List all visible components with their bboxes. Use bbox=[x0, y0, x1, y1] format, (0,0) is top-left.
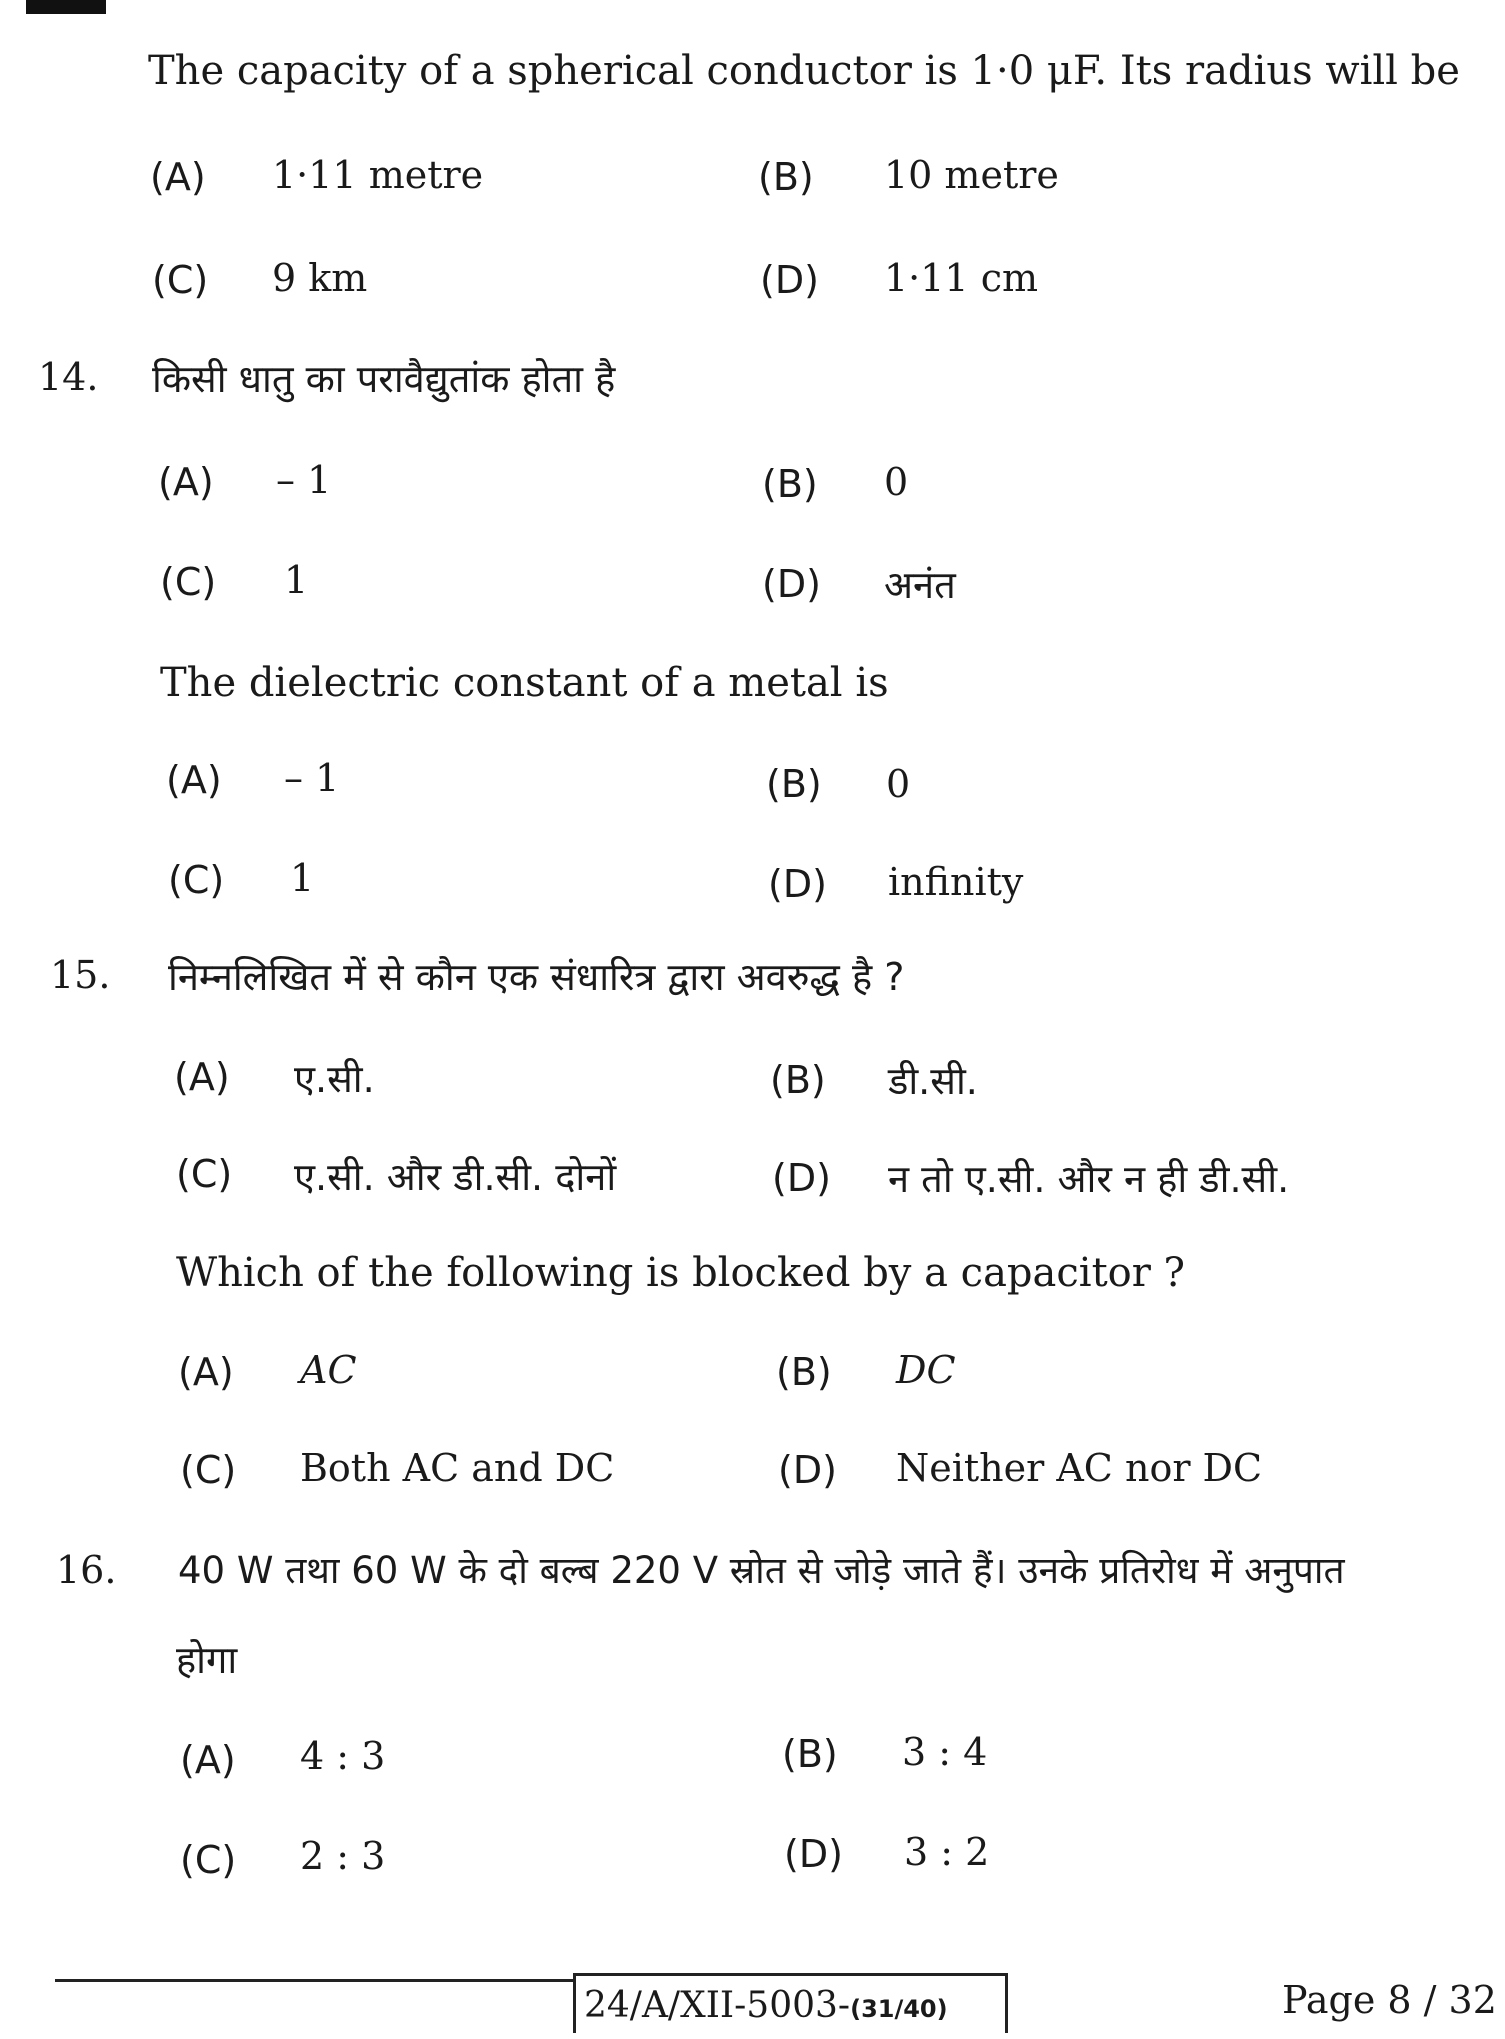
q16-hindi-question-line1: 40 W तथा 60 W के दो बल्ब 220 V स्रोत से जोड़े जाते हैं। उनके प्रतिरोध में अनुपात bbox=[178, 1549, 1345, 1592]
q15-hindi-option-d: न तो ए.सी. और न ही डी.सी. bbox=[888, 1157, 1290, 1201]
q14-hindi-option-d: अनंत bbox=[884, 563, 956, 607]
q14-hindi-option-d-label: (D) bbox=[762, 562, 821, 606]
q15-number: 15. bbox=[50, 953, 111, 997]
q14-hindi-question: किसी धातु का परावैद्युतांक होता है bbox=[152, 357, 616, 401]
q16-option-a-label: (A) bbox=[180, 1738, 236, 1782]
page-corner-mark bbox=[26, 0, 106, 14]
q16-hindi-question-line2: होगा bbox=[176, 1638, 238, 1682]
q13-option-c-label: (C) bbox=[152, 258, 209, 302]
q15-hindi-option-b: डी.सी. bbox=[888, 1059, 978, 1103]
q13-option-a: 1·11 metre bbox=[272, 153, 484, 197]
q15-hindi-option-c-label: (C) bbox=[176, 1152, 233, 1196]
q14-hindi-option-a-label: (A) bbox=[158, 460, 214, 504]
q15-option-d: Neither AC nor DC bbox=[896, 1446, 1263, 1490]
q14-number: 14. bbox=[38, 355, 99, 399]
q13-option-d-label: (D) bbox=[760, 258, 819, 302]
q15-hindi-option-c: ए.सी. और डी.सी. दोनों bbox=[294, 1155, 617, 1199]
q15-english-question: Which of the following is blocked by a capacitor ? bbox=[176, 1250, 1186, 1296]
q13-option-a-label: (A) bbox=[150, 155, 206, 199]
q13-option-d: 1·11 cm bbox=[884, 256, 1039, 300]
q14-hindi-option-b-label: (B) bbox=[762, 462, 818, 506]
q16-option-c: 2 : 3 bbox=[300, 1834, 386, 1878]
q16-option-c-label: (C) bbox=[180, 1838, 237, 1882]
q14-option-c-label: (C) bbox=[168, 858, 225, 902]
q14-option-d: infinity bbox=[888, 860, 1024, 904]
q14-option-a-label: (A) bbox=[166, 758, 222, 802]
q14-english-question: The dielectric constant of a metal is bbox=[160, 660, 889, 706]
q15-option-d-label: (D) bbox=[778, 1448, 837, 1492]
q15-hindi-option-b-label: (B) bbox=[770, 1058, 826, 1102]
q14-option-c: 1 bbox=[290, 856, 315, 900]
q13-option-c: 9 km bbox=[272, 256, 368, 300]
q15-hindi-option-a: ए.सी. bbox=[294, 1057, 375, 1101]
q14-hindi-option-c-label: (C) bbox=[160, 560, 217, 604]
footer-code-box bbox=[573, 1973, 1008, 2033]
q15-option-c-label: (C) bbox=[180, 1448, 237, 1492]
footer-code: 24/A/XII-5003- bbox=[584, 1985, 851, 2026]
q15-option-a-label: (A) bbox=[178, 1350, 234, 1394]
q14-hindi-option-c: 1 bbox=[284, 558, 309, 602]
q15-option-a: AC bbox=[300, 1348, 357, 1392]
q15-hindi-option-a-label: (A) bbox=[174, 1055, 230, 1099]
q13-option-b-label: (B) bbox=[758, 155, 814, 199]
q14-option-b-label: (B) bbox=[766, 762, 822, 806]
footer-rule bbox=[55, 1979, 575, 1982]
footer-code-suffix: (31/40) bbox=[850, 1995, 948, 2023]
q15-hindi-question: निम्नलिखित में से कौन एक संधारित्र द्वारा अवरुद्ध है ? bbox=[168, 955, 905, 999]
q15-option-b: DC bbox=[896, 1348, 956, 1392]
q15-option-b-label: (B) bbox=[776, 1350, 832, 1394]
q16-option-a: 4 : 3 bbox=[300, 1734, 386, 1778]
q13-english-question: The capacity of a spherical conductor is 1·0 μF. Its radius will be bbox=[148, 48, 1460, 94]
q14-option-d-label: (D) bbox=[768, 862, 827, 906]
page-number: Page 8 / 32 bbox=[1282, 1978, 1497, 2022]
q16-option-d-label: (D) bbox=[784, 1832, 843, 1876]
q16-option-b: 3 : 4 bbox=[902, 1730, 988, 1774]
q16-number: 16. bbox=[56, 1548, 117, 1592]
q16-option-d: 3 : 2 bbox=[904, 1830, 990, 1874]
q15-hindi-option-d-label: (D) bbox=[772, 1156, 831, 1200]
q13-option-b: 10 metre bbox=[884, 153, 1059, 197]
q16-option-b-label: (B) bbox=[782, 1732, 838, 1776]
q14-option-b: 0 bbox=[886, 762, 911, 806]
q14-hindi-option-a: – 1 bbox=[276, 458, 332, 502]
q14-option-a: – 1 bbox=[284, 756, 340, 800]
q15-option-c: Both AC and DC bbox=[300, 1446, 615, 1490]
q14-hindi-option-b: 0 bbox=[884, 460, 909, 504]
